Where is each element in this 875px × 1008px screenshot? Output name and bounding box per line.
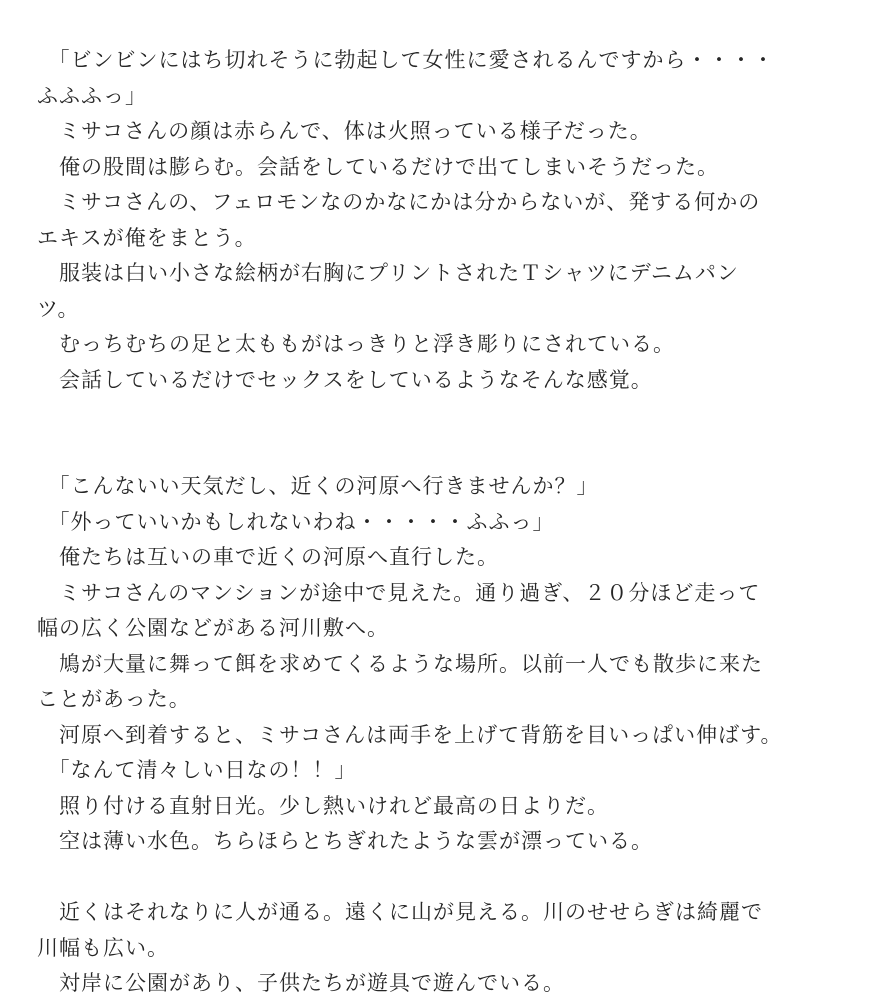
document-body — [37, 43, 867, 1002]
blank-line — [37, 860, 867, 896]
blank-line — [37, 398, 867, 434]
text-line: ツ。 — [37, 296, 80, 321]
text-line: 「なんて清々しい日なの！！」 — [37, 758, 357, 782]
text-line: 服装は白い小さな絵柄が右胸にプリントされたＴシャツにデニムパン — [37, 261, 739, 285]
text-line: 近くはそれなりに人が通る。遠くに山が見える。川のせせらぎは綺麗で — [37, 900, 763, 924]
blank-line — [37, 434, 867, 470]
text-line: ことがあった。 — [37, 687, 191, 711]
text-line: ふふふっ」 — [37, 83, 147, 108]
text-line: エキスが俺をまとう。 — [37, 225, 257, 250]
text-line: 「こんないい天気だし、近くの河原へ行きませんか？」 — [37, 474, 599, 498]
text-line: ミサコさんの顔は赤らんで、体は火照っている様子だった。 — [37, 119, 652, 143]
text-line: ミサコさんの、フェロモンなのかなにかは分からないが、発する何かの — [37, 190, 761, 214]
text-line: むっちむちの足と太ももがはっきりと浮き彫りにされている。 — [37, 332, 675, 356]
text-line: 会話しているだけでセックスをしているようなそんな感覚。 — [37, 367, 653, 392]
text-line: 河原へ到着すると、ミサコさんは両手を上げて背筋を目いっぱい伸ばす。 — [37, 722, 783, 747]
text-line: ミサコさんのマンションが途中で見えた。通り過ぎ、２０分ほど走って — [37, 580, 761, 605]
text-line: 「外っていいかもしれないわね・・・・・ふふっ」 — [37, 509, 555, 534]
text-line: 俺たちは互いの車で近くの河原へ直行した。 — [37, 545, 499, 569]
text-line: 鳩が大量に舞って餌を求めてくるような場所。以前一人でも散歩に来た — [37, 651, 763, 676]
text-line: 対岸に公園があり、子供たちが遊具で遊んでいる。 — [37, 971, 565, 995]
text-line: 俺の股間は膨らむ。会話をしているだけで出てしまいそうだった。 — [37, 154, 719, 179]
text-line: 空は薄い水色。ちらほらとちぎれたような雲が漂っている。 — [37, 829, 653, 853]
text-line: 「ビンビンにはち切れそうに勃起して女性に愛されるんですから・・・・ — [37, 48, 775, 72]
text-line: 照り付ける直射日光。少し熱いけれど最高の日よりだ。 — [37, 793, 609, 818]
text-line: 幅の広く公園などがある河川敷へ。 — [37, 616, 389, 640]
text-line: 川幅も広い。 — [37, 935, 169, 960]
